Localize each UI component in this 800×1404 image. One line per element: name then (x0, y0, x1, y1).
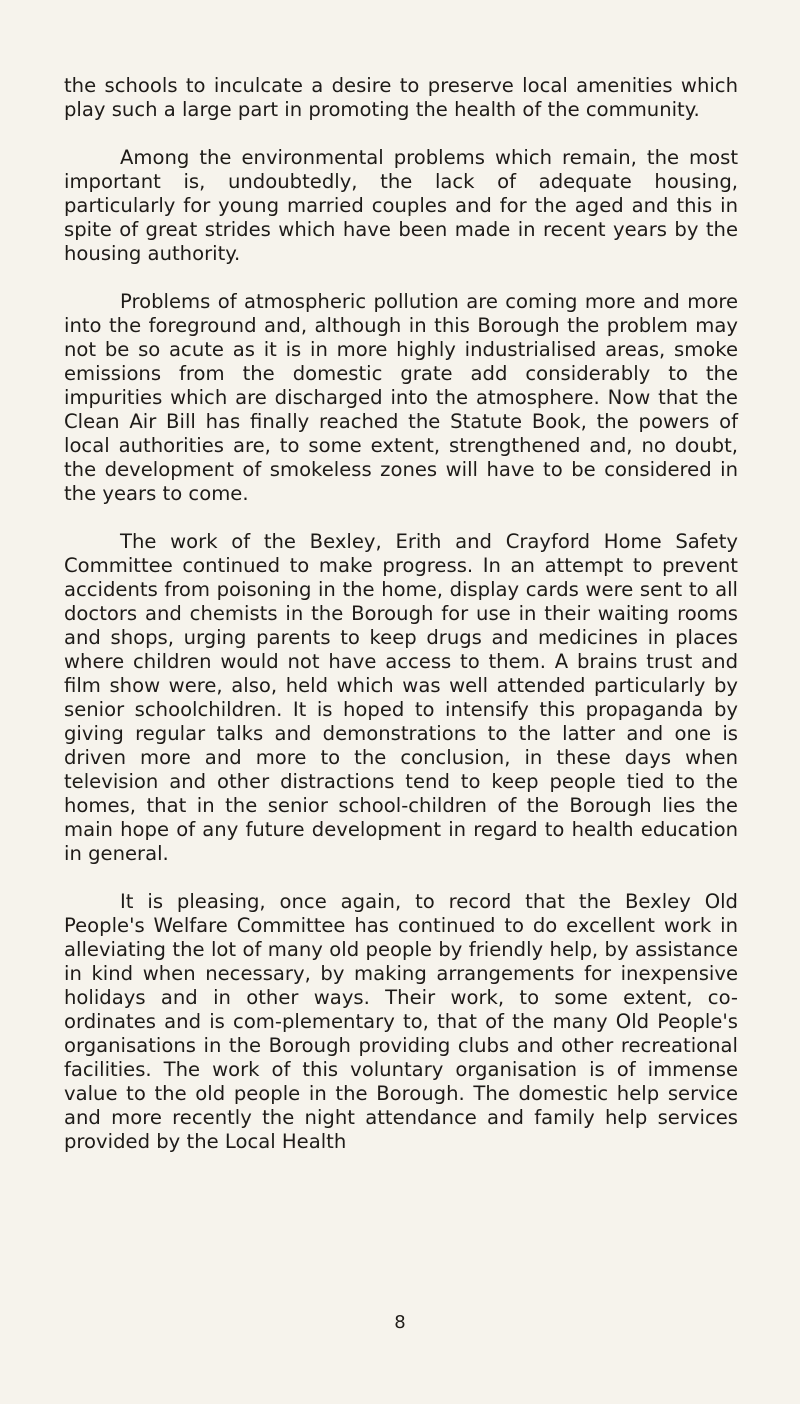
paragraph-continuation: the schools to inculcate a desire to preserve local amenities which play such a large part in promoting the health of the community. (64, 74, 738, 121)
paragraph-old-peoples-welfare: It is pleasing, once again, to record that the Bexley Old People's Welfare Committee has continued to do excellent work in alleviating the lot of many old people by friendly help, by assistance in kind when necessary, by making arrangements for inexpensive holidays and in other ways. Their work, to some extent, co-ordinates and is com-plementary to, that of the many Old People's organisations in the Borough providing clubs and other recreational facilities. The work of this voluntary organisation is of immense value to the old people in the Borough. The domestic help service and more recently the night attendance and family help services provided by the Local Health (64, 890, 738, 1153)
document-body (64, 74, 738, 1154)
paragraph-atmospheric-pollution: Problems of atmospheric pollution are coming more and more into the foreground and, although in this Borough the problem may not be so acute as it is in more highly industrialised areas, smoke emissions from the domestic grate add considerably to the impurities which are discharged into the atmosphere. Now that the Clean Air Bill has finally reached the Statute Book, the powers of local authorities are, to some extent, strengthened and, no doubt, the development of smokeless zones will have to be considered in the years to come. (64, 290, 738, 505)
paragraph-home-safety: The work of the Bexley, Erith and Crayford Home Safety Committee continued to make progress. In an attempt to prevent accidents from poisoning in the home, display cards were sent to all doctors and chemists in the Borough for use in their waiting rooms and shops, urging parents to keep drugs and medicines in places where children would not have access to them. A brains trust and film show were, also, held which was well attended particularly by senior schoolchildren. It is hoped to intensify this propaganda by giving regular talks and demonstrations to the latter and one is driven more and more to the conclusion, in these days when television and other distractions tend to keep people tied to the homes, that in the senior school-children of the Borough lies the main hope of any future development in regard to health education in general. (64, 530, 738, 865)
page-number: 8 (394, 1312, 406, 1333)
paragraph-housing: Among the environmental problems which remain, the most important is, undoubtedly, the lack of adequate housing, particularly for young married couples and for the aged and this in spite of great strides which have been made in recent years by the housing authority. (64, 146, 738, 265)
